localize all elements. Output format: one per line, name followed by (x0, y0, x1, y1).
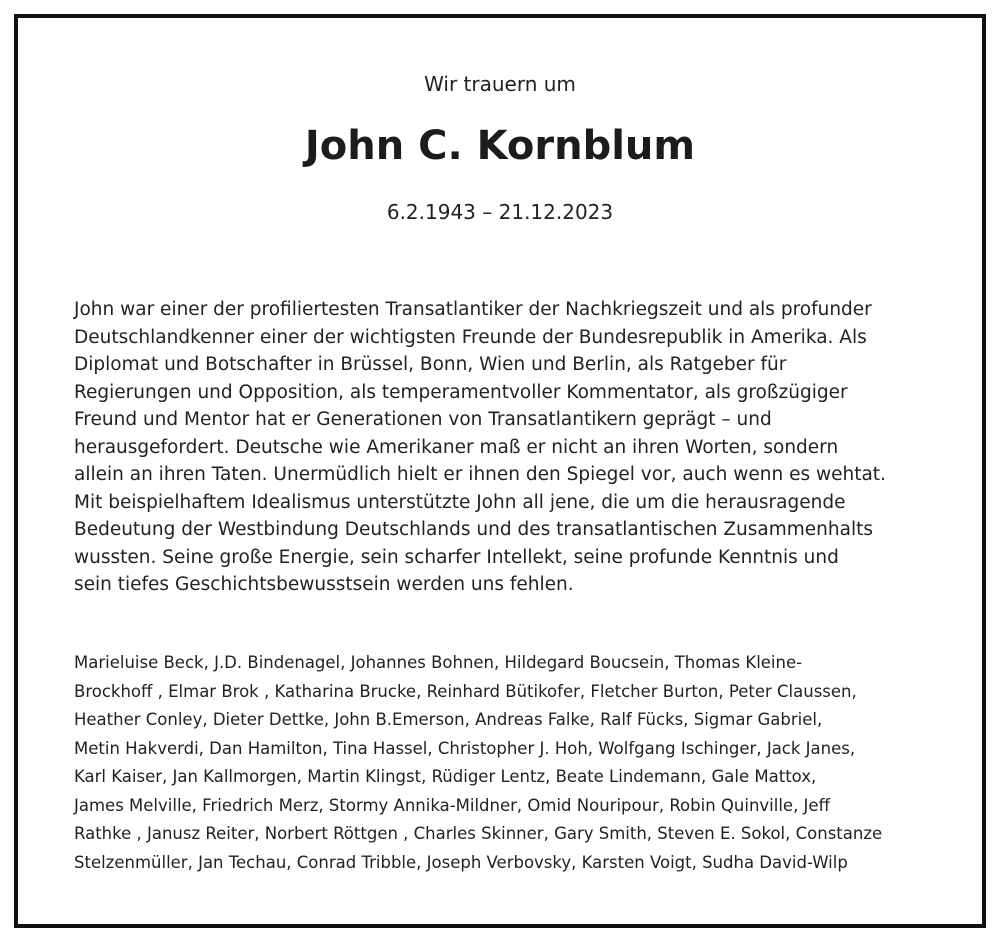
tribute-line: Mit beispielhaftem Idealismus unterstützte John all jene, die um die herausragende (74, 491, 846, 513)
signatories-line: Brockhoff , Elmar Brok , Katharina Brucke, Reinhard Bütikofer, Fletcher Burton, Peter Claussen, (74, 681, 857, 701)
intro-text: Wir trauern um (424, 72, 576, 96)
tribute-line: sein tiefes Geschichtsbewusstsein werden uns fehlen. (74, 574, 574, 595)
tribute-line: Regierungen und Opposition, als temperamentvoller Kommentator, als großzügiger (74, 381, 848, 403)
tribute-line: Diplomat und Botschafter in Brüssel, Bonn, Wien und Berlin, als Ratgeber für (74, 354, 787, 375)
tribute-line: John war einer der profiliertesten Transatlantiker der Nachkriegszeit und als profunder (74, 299, 872, 320)
signatories-line: Karl Kaiser, Jan Kallmorgen, Martin Klingst, Rüdiger Lentz, Beate Lindemann, Gale Mattox, (74, 767, 817, 786)
signatories-list (74, 649, 944, 877)
deceased-name: John C. Kornblum (304, 123, 696, 169)
tribute-line: Deutschlandkenner einer der wichtigsten Freunde der Bundesrepublik in Amerika. Als (74, 326, 867, 348)
signatories-line: Rathke , Janusz Reiter, Norbert Röttgen , Charles Skinner, Gary Smith, Steven E. Sokol, Constanze (74, 824, 883, 843)
tribute-line: allein an ihren Taten. Unermüdlich hielt er ihnen den Spiegel vor, auch wenn es wehtat. (74, 464, 886, 485)
signatories-line: Stelzenmüller, Jan Techau, Conrad Tribble, Joseph Verbovsky, Karsten Voigt, Sudha David-Wilp (74, 852, 848, 872)
signatories-line: Metin Hakverdi, Dan Hamilton, Tina Hassel, Christopher J. Hoh, Wolfgang Ischinger, Jack Janes, (74, 738, 856, 758)
signatories-line: Marieluise Beck, J.D. Bindenagel, Johannes Bohnen, Hildegard Boucsein, Thomas Kleine- (74, 653, 803, 672)
tribute-paragraph (74, 296, 944, 599)
tribute-line: herausgefordert. Deutsche wie Amerikaner maß er nicht an ihren Worten, sondern (74, 436, 839, 458)
tribute-line: Freund und Mentor hat er Generationen von Transatlantikern geprägt – und (74, 409, 772, 430)
tribute-line: Bedeutung der Westbindung Deutschlands und des transatlantischen Zusammenhalts (74, 519, 873, 540)
signatories-line: Heather Conley, Dieter Dettke, John B.Emerson, Andreas Falke, Ralf Fücks, Sigmar Gabriel, (74, 710, 823, 729)
signatories-line: James Melville, Friedrich Merz, Stormy Annika-Mildner, Omid Nouripour, Robin Quinville, Jeff (74, 795, 830, 815)
tribute-line: wussten. Seine große Energie, sein scharfer Intellekt, seine profunde Kenntnis und (74, 546, 839, 568)
life-dates: 6.2.1943 – 21.12.2023 (386, 200, 614, 224)
